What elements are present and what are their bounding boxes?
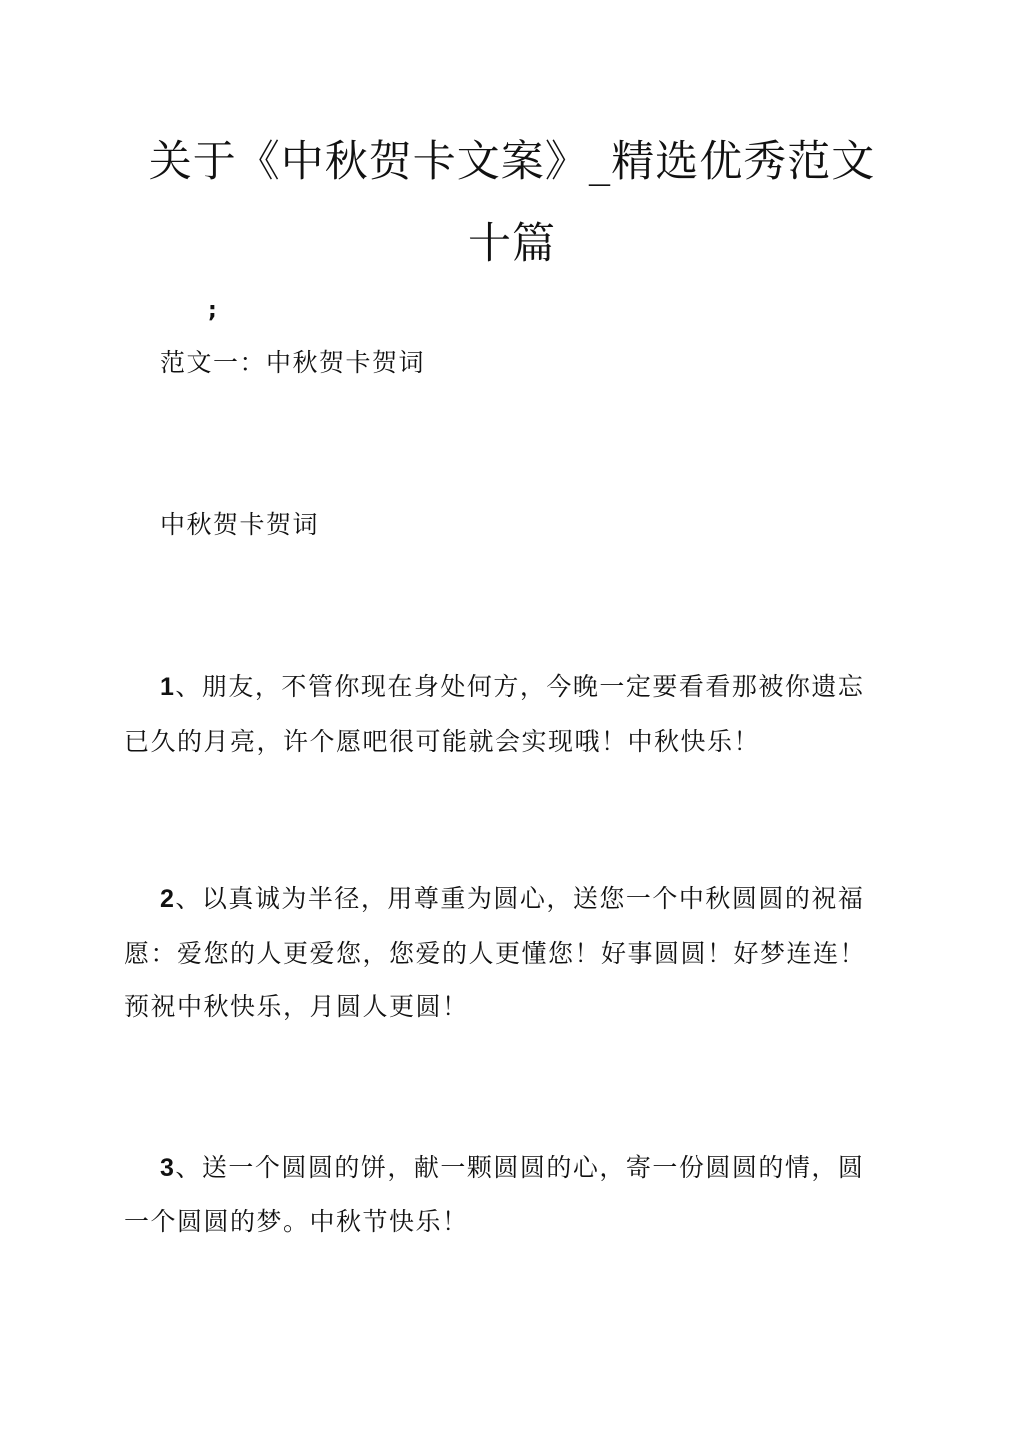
item-3-line-1 [160, 1151, 864, 1185]
item-2-line-3: 预祝中秋快乐，月圆人更圆！ [124, 992, 469, 1021]
document-title-line-2: 十篇 [468, 219, 556, 269]
separator-mark: ; [208, 298, 217, 323]
subheading: 中秋贺卡贺词 [160, 510, 320, 539]
item-2-line-1 [160, 882, 864, 916]
section-heading: 范文一：中秋贺卡贺词 [160, 348, 426, 377]
item-1-line-2: 已久的月亮，许个愿吧很可能就会实现哦！中秋快乐！ [124, 727, 761, 756]
item-1-line-1 [160, 670, 864, 704]
item-number: 1 [160, 673, 176, 701]
item-2-line-2: 愿：爱您的人更爱您，您爱的人更懂您！好事圆圆！好梦连连！ [124, 939, 867, 968]
item-text: 、以真诚为半径，用尊重为圆心，送您一个中秋圆圆的祝福 [175, 884, 865, 913]
item-number: 2 [160, 885, 176, 913]
document-title-line-1: 关于《中秋贺卡文案》_精选优秀范文 [148, 137, 876, 187]
item-3-line-2: 一个圆圆的梦。中秋节快乐！ [124, 1207, 469, 1236]
item-number: 3 [160, 1154, 176, 1182]
item-text: 、朋友，不管你现在身处何方，今晚一定要看看那被你遗忘 [175, 672, 865, 701]
item-text: 、送一个圆圆的饼，献一颗圆圆的心，寄一份圆圆的情，圆 [175, 1153, 865, 1182]
